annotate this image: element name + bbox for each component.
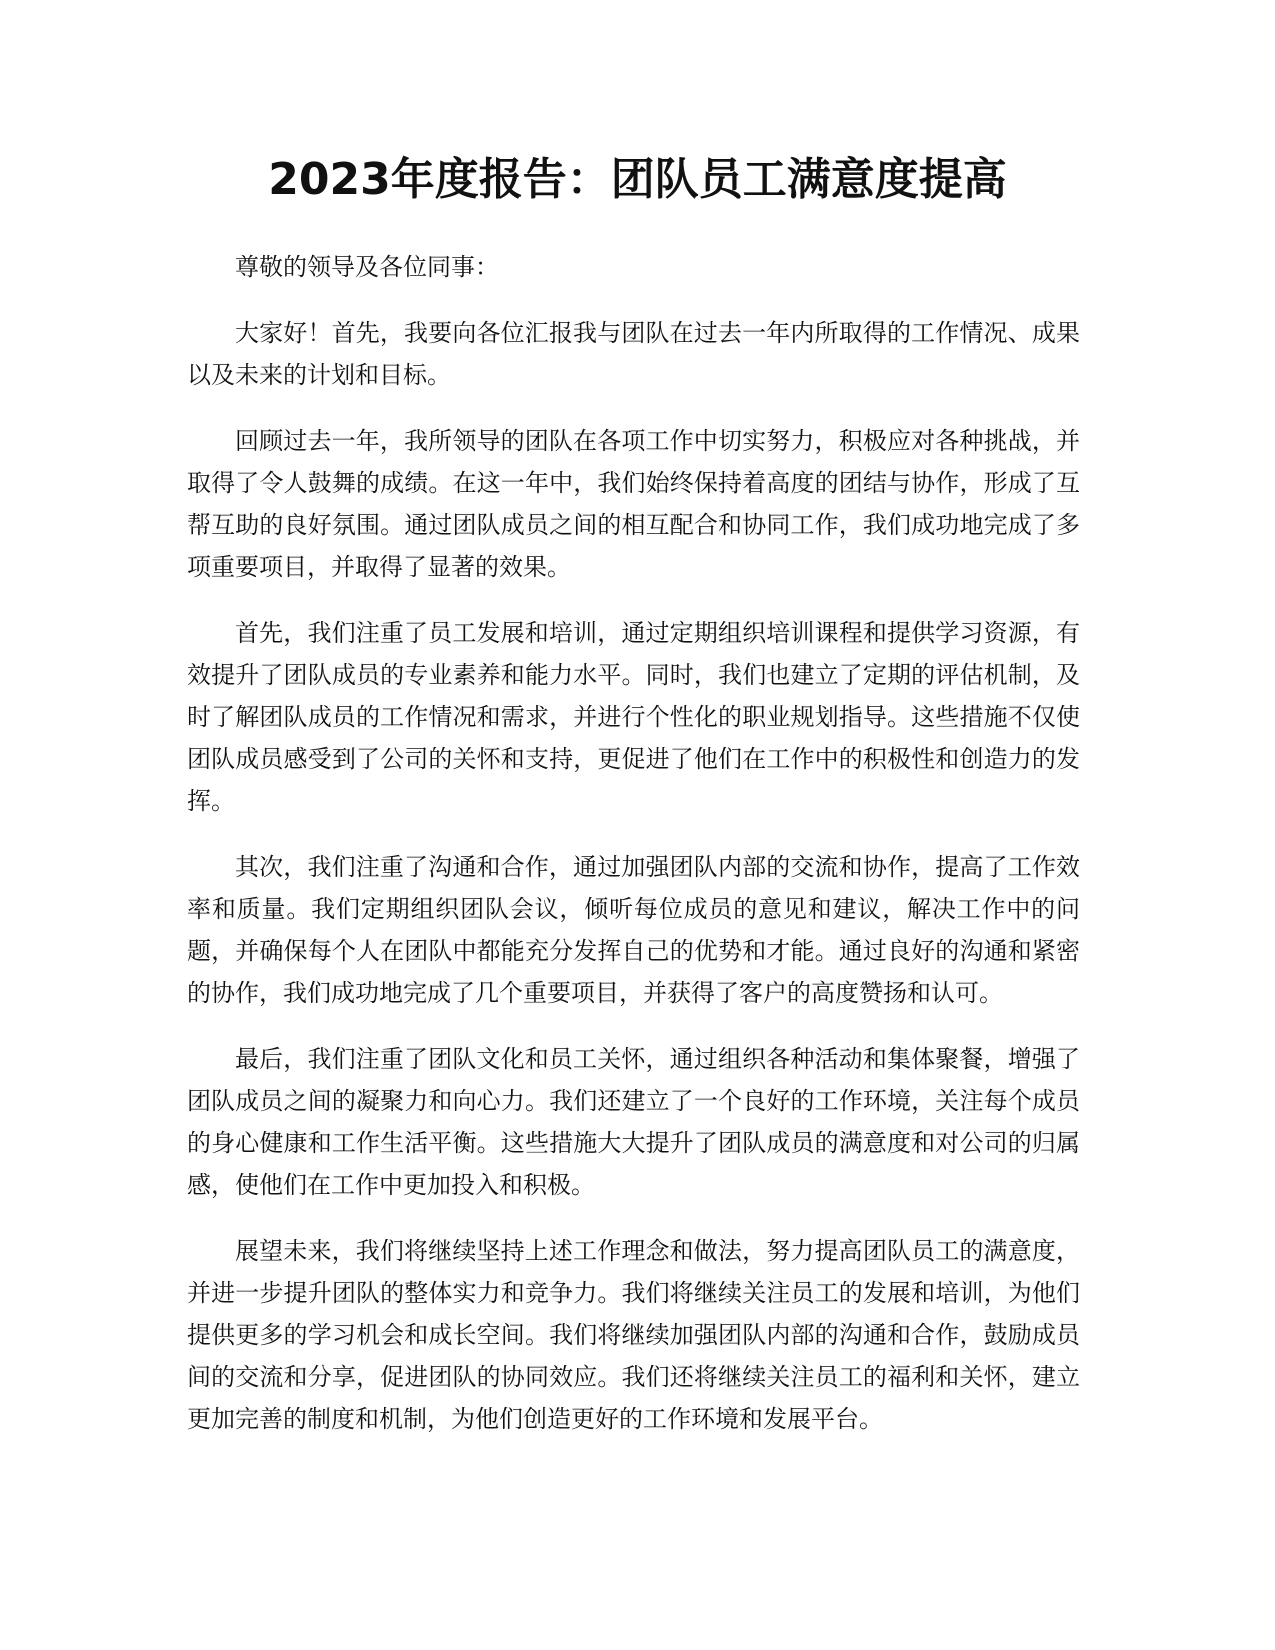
paragraph-communication: 其次，我们注重了沟通和合作，通过加强团队内部的交流和协作，提高了工作效率和质量。我们定期组织团队会议，倾听每位成员的意见和建议，解决工作中的问题，并确保每个人在团队中都能充分发挥自己的优势和才能。通过良好的沟通和紧密的协作，我们成功地完成了几个重要项目，并获得了客户的高度赞扬和认可。 <box>187 853 1080 1007</box>
salutation: 尊敬的领导及各位同事： <box>235 253 499 281</box>
paragraph-greeting: 大家好！首先，我要向各位汇报我与团队在过去一年内所取得的工作情况、成果以及未来的计划和目标。 <box>187 319 1080 389</box>
paragraph-culture: 最后，我们注重了团队文化和员工关怀，通过组织各种活动和集体聚餐，增强了团队成员之间的凝聚力和向心力。我们还建立了一个良好的工作环境，关注每个成员的身心健康和工作生活平衡。这些措施大大提升了团队成员的满意度和对公司的归属感，使他们在工作中更加投入和积极。 <box>187 1045 1080 1199</box>
paragraph-review: 回顾过去一年，我所领导的团队在各项工作中切实努力，积极应对各种挑战，并取得了令人鼓舞的成绩。在这一年中，我们始终保持着高度的团结与协作，形成了互帮互助的良好氛围。通过团队成员之间的相互配合和协同工作，我们成功地完成了多项重要项目，并取得了显著的效果。 <box>187 427 1080 581</box>
document-title: 2023年度报告：团队员工满意度提高 <box>268 154 1007 205</box>
document-body <box>187 246 1080 1464</box>
paragraph-training: 首先，我们注重了员工发展和培训，通过定期组织培训课程和提供学习资源，有效提升了团队成员的专业素养和能力水平。同时，我们也建立了定期的评估机制，及时了解团队成员的工作情况和需求，并进行个性化的职业规划指导。这些措施不仅使团队成员感受到了公司的关怀和支持，更促进了他们在工作中的积极性和创造力的发挥。 <box>187 619 1080 815</box>
paragraph-outlook: 展望未来，我们将继续坚持上述工作理念和做法，努力提高团队员工的满意度，并进一步提升团队的整体实力和竞争力。我们将继续关注员工的发展和培训，为他们提供更多的学习机会和成长空间。我们将继续加强团队内部的沟通和合作，鼓励成员间的交流和分享，促进团队的协同效应。我们还将继续关注员工的福利和关怀，建立更加完善的制度和机制，为他们创造更好的工作环境和发展平台。 <box>187 1237 1080 1433</box>
